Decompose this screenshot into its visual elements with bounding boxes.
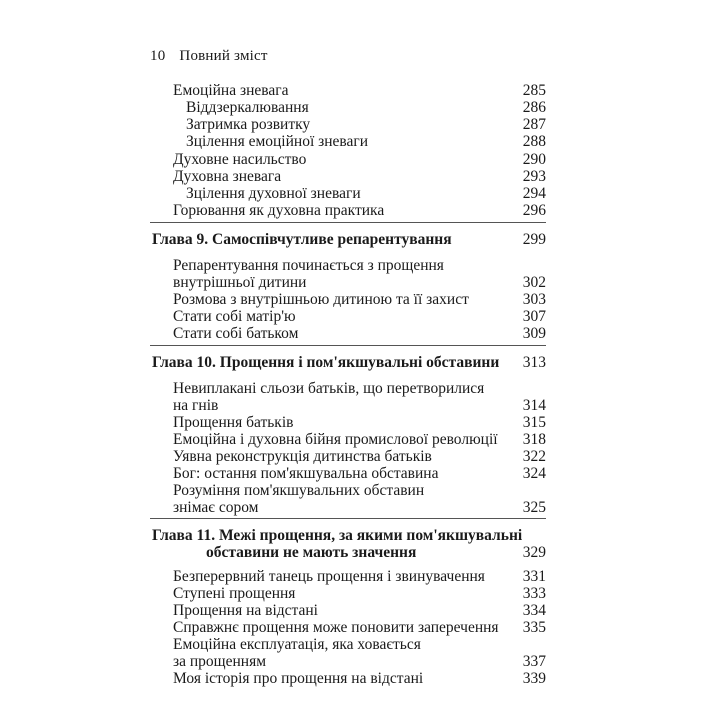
toc-entry-title: Ступені прощення bbox=[173, 585, 296, 602]
toc-entry-page: 315 bbox=[522, 414, 546, 431]
toc-entry-page: 335 bbox=[522, 619, 546, 636]
toc-entry-title: Стати собі матір'ю bbox=[173, 308, 296, 325]
toc-entry-title: Невиплакані сльози батьків, що перетворилися bbox=[173, 380, 485, 397]
toc-entry-title: Зцілення духовної зневаги bbox=[186, 185, 361, 202]
toc-entry-page: 337 bbox=[522, 653, 546, 670]
toc-entry-page: 313 bbox=[522, 354, 546, 371]
toc-entry-title: Горювання як духовна практика bbox=[173, 202, 385, 219]
toc-entry-title: Затримка розвитку bbox=[186, 116, 311, 133]
toc-entry-page: 334 bbox=[522, 602, 546, 619]
toc-entry-title: Прощення батьків bbox=[173, 414, 294, 431]
toc-entry-page: 309 bbox=[522, 325, 546, 342]
toc-entry-title: Безперервний танець прощення і звинувачення bbox=[173, 568, 485, 585]
toc-entry-title: Розуміння пом'якшувальних обставин bbox=[173, 482, 425, 499]
toc-entry-page: 286 bbox=[522, 99, 546, 116]
toc-entry-page: 293 bbox=[522, 168, 546, 185]
toc-entry-page: 302 bbox=[522, 274, 546, 291]
toc-entry-page: 296 bbox=[522, 202, 546, 219]
toc-entry-page: 288 bbox=[522, 133, 546, 150]
toc-entry-page: 324 bbox=[522, 465, 546, 482]
toc-entry-page: 299 bbox=[522, 231, 546, 248]
toc-entry-title: Глава 10. Прощення і пом'якшувальні обставини bbox=[152, 354, 500, 371]
toc-entry-title: знімає сором bbox=[173, 499, 259, 516]
toc-entry-title: внутрішньої дитини bbox=[173, 274, 307, 291]
toc-entry-title: Емоційна і духовна бійня промислової революції bbox=[173, 431, 498, 448]
toc-entry-page: 294 bbox=[522, 185, 546, 202]
toc-entry-page: 314 bbox=[522, 397, 546, 414]
running-header bbox=[150, 48, 268, 65]
toc-entry-title: Уявна реконструкція дитинства батьків bbox=[173, 448, 432, 465]
toc-entry-page: 329 bbox=[522, 544, 546, 561]
toc-entry-page: 285 bbox=[522, 82, 546, 99]
toc-entry-title: Зцілення емоційної зневаги bbox=[186, 133, 369, 150]
toc-entry-title: за прощенням bbox=[173, 653, 267, 670]
toc-entry-page: 287 bbox=[522, 116, 546, 133]
chapter-divider bbox=[150, 518, 546, 519]
toc-entry-title: Духовна зневага bbox=[173, 168, 282, 185]
toc-entry-title: Віддзеркалювання bbox=[186, 99, 309, 116]
toc-entry-title: обставини не мають значення bbox=[206, 544, 417, 561]
toc-entry-title: Емоційна зневага bbox=[173, 82, 289, 99]
toc-entry-page: 331 bbox=[522, 568, 546, 585]
toc-entry-title: на гнів bbox=[173, 397, 219, 414]
toc-entry-title: Стати собі батьком bbox=[173, 325, 299, 342]
toc-entry-title: Розмова з внутрішньою дитиною та її захист bbox=[173, 291, 469, 308]
toc-entry-title: Репарентування починається з прощення bbox=[173, 257, 444, 274]
toc-entry-title: Духовне насильство bbox=[173, 151, 307, 168]
chapter-divider bbox=[150, 222, 546, 223]
running-title: Повний зміст bbox=[179, 48, 268, 64]
toc-entry-page: 303 bbox=[522, 291, 546, 308]
toc-entry-title: Емоційна експлуатація, яка ховається bbox=[173, 636, 421, 653]
page-number: 10 bbox=[150, 48, 166, 64]
toc-entry-title: Справжнє прощення може поновити заперечення bbox=[173, 619, 499, 636]
toc-entry-page: 290 bbox=[522, 151, 546, 168]
toc-entry-page: 333 bbox=[522, 585, 546, 602]
toc-entry-title: Бог: остання пом'якшувальна обставина bbox=[173, 465, 439, 482]
toc-entry-page: 307 bbox=[522, 308, 546, 325]
toc-entry-page: 325 bbox=[522, 499, 546, 516]
toc-entry-page: 318 bbox=[522, 431, 546, 448]
toc-entry-title: Прощення на відстані bbox=[173, 602, 318, 619]
toc-entry-title: Глава 11. Межі прощення, за якими пом'якшувальні bbox=[152, 527, 523, 544]
toc-entry-title: Моя історія про прощення на відстані bbox=[173, 670, 424, 687]
toc-entry-page: 322 bbox=[522, 448, 546, 465]
toc-entry-title: Глава 9. Самоспівчутливе репарентування bbox=[152, 231, 452, 248]
chapter-divider bbox=[150, 345, 546, 346]
toc-entry-page: 339 bbox=[522, 670, 546, 687]
